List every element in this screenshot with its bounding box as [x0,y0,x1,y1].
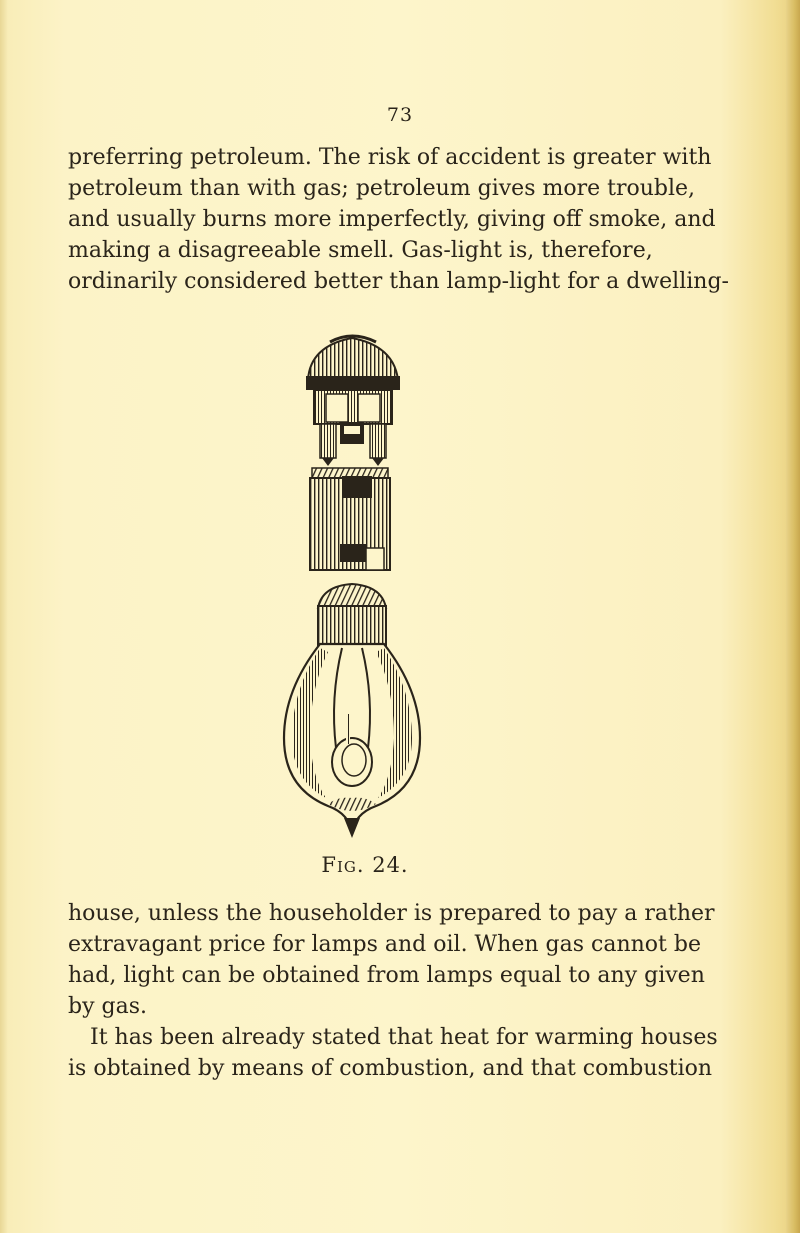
text-line: ordinarily considered better than lamp-light for a dwelling- [68,269,729,294]
text-line: preferring petroleum. The risk of accident is greater with [68,145,712,170]
text-line: and usually burns more imperfectly, giving off smoke, and [68,207,716,232]
paragraph-before-figure [68,142,729,297]
socket-prongs [320,422,386,466]
page-number: 73 [386,104,414,126]
text-line: making a disagreeable smell. Gas-light is, therefore, [68,238,653,263]
text-line: It has been already stated that heat for warming houses [90,1025,718,1050]
text-line: extravagant price for lamps and oil. When gas cannot be [68,932,701,957]
bulb-neck [318,584,386,646]
socket-cap [306,336,400,424]
figure-caption: Fig. 24. [321,853,409,877]
lamp-bulb-illustration [270,318,450,848]
text-line: is obtained by means of combustion, and that combustion [68,1056,713,1081]
glass-bulb [284,644,420,838]
paragraph-after-figure [68,898,718,1084]
text-line: had, light can be obtained from lamps equal to any given [68,963,705,988]
text-line: by gas. [68,994,147,1019]
page-right-edge [786,0,800,1233]
page-left-edge [0,0,8,1233]
lamp-adapter [310,468,390,570]
text-line: house, unless the householder is prepared to pay a rather [68,901,715,926]
text-line: petroleum than with gas; petroleum gives more trouble, [68,176,696,201]
